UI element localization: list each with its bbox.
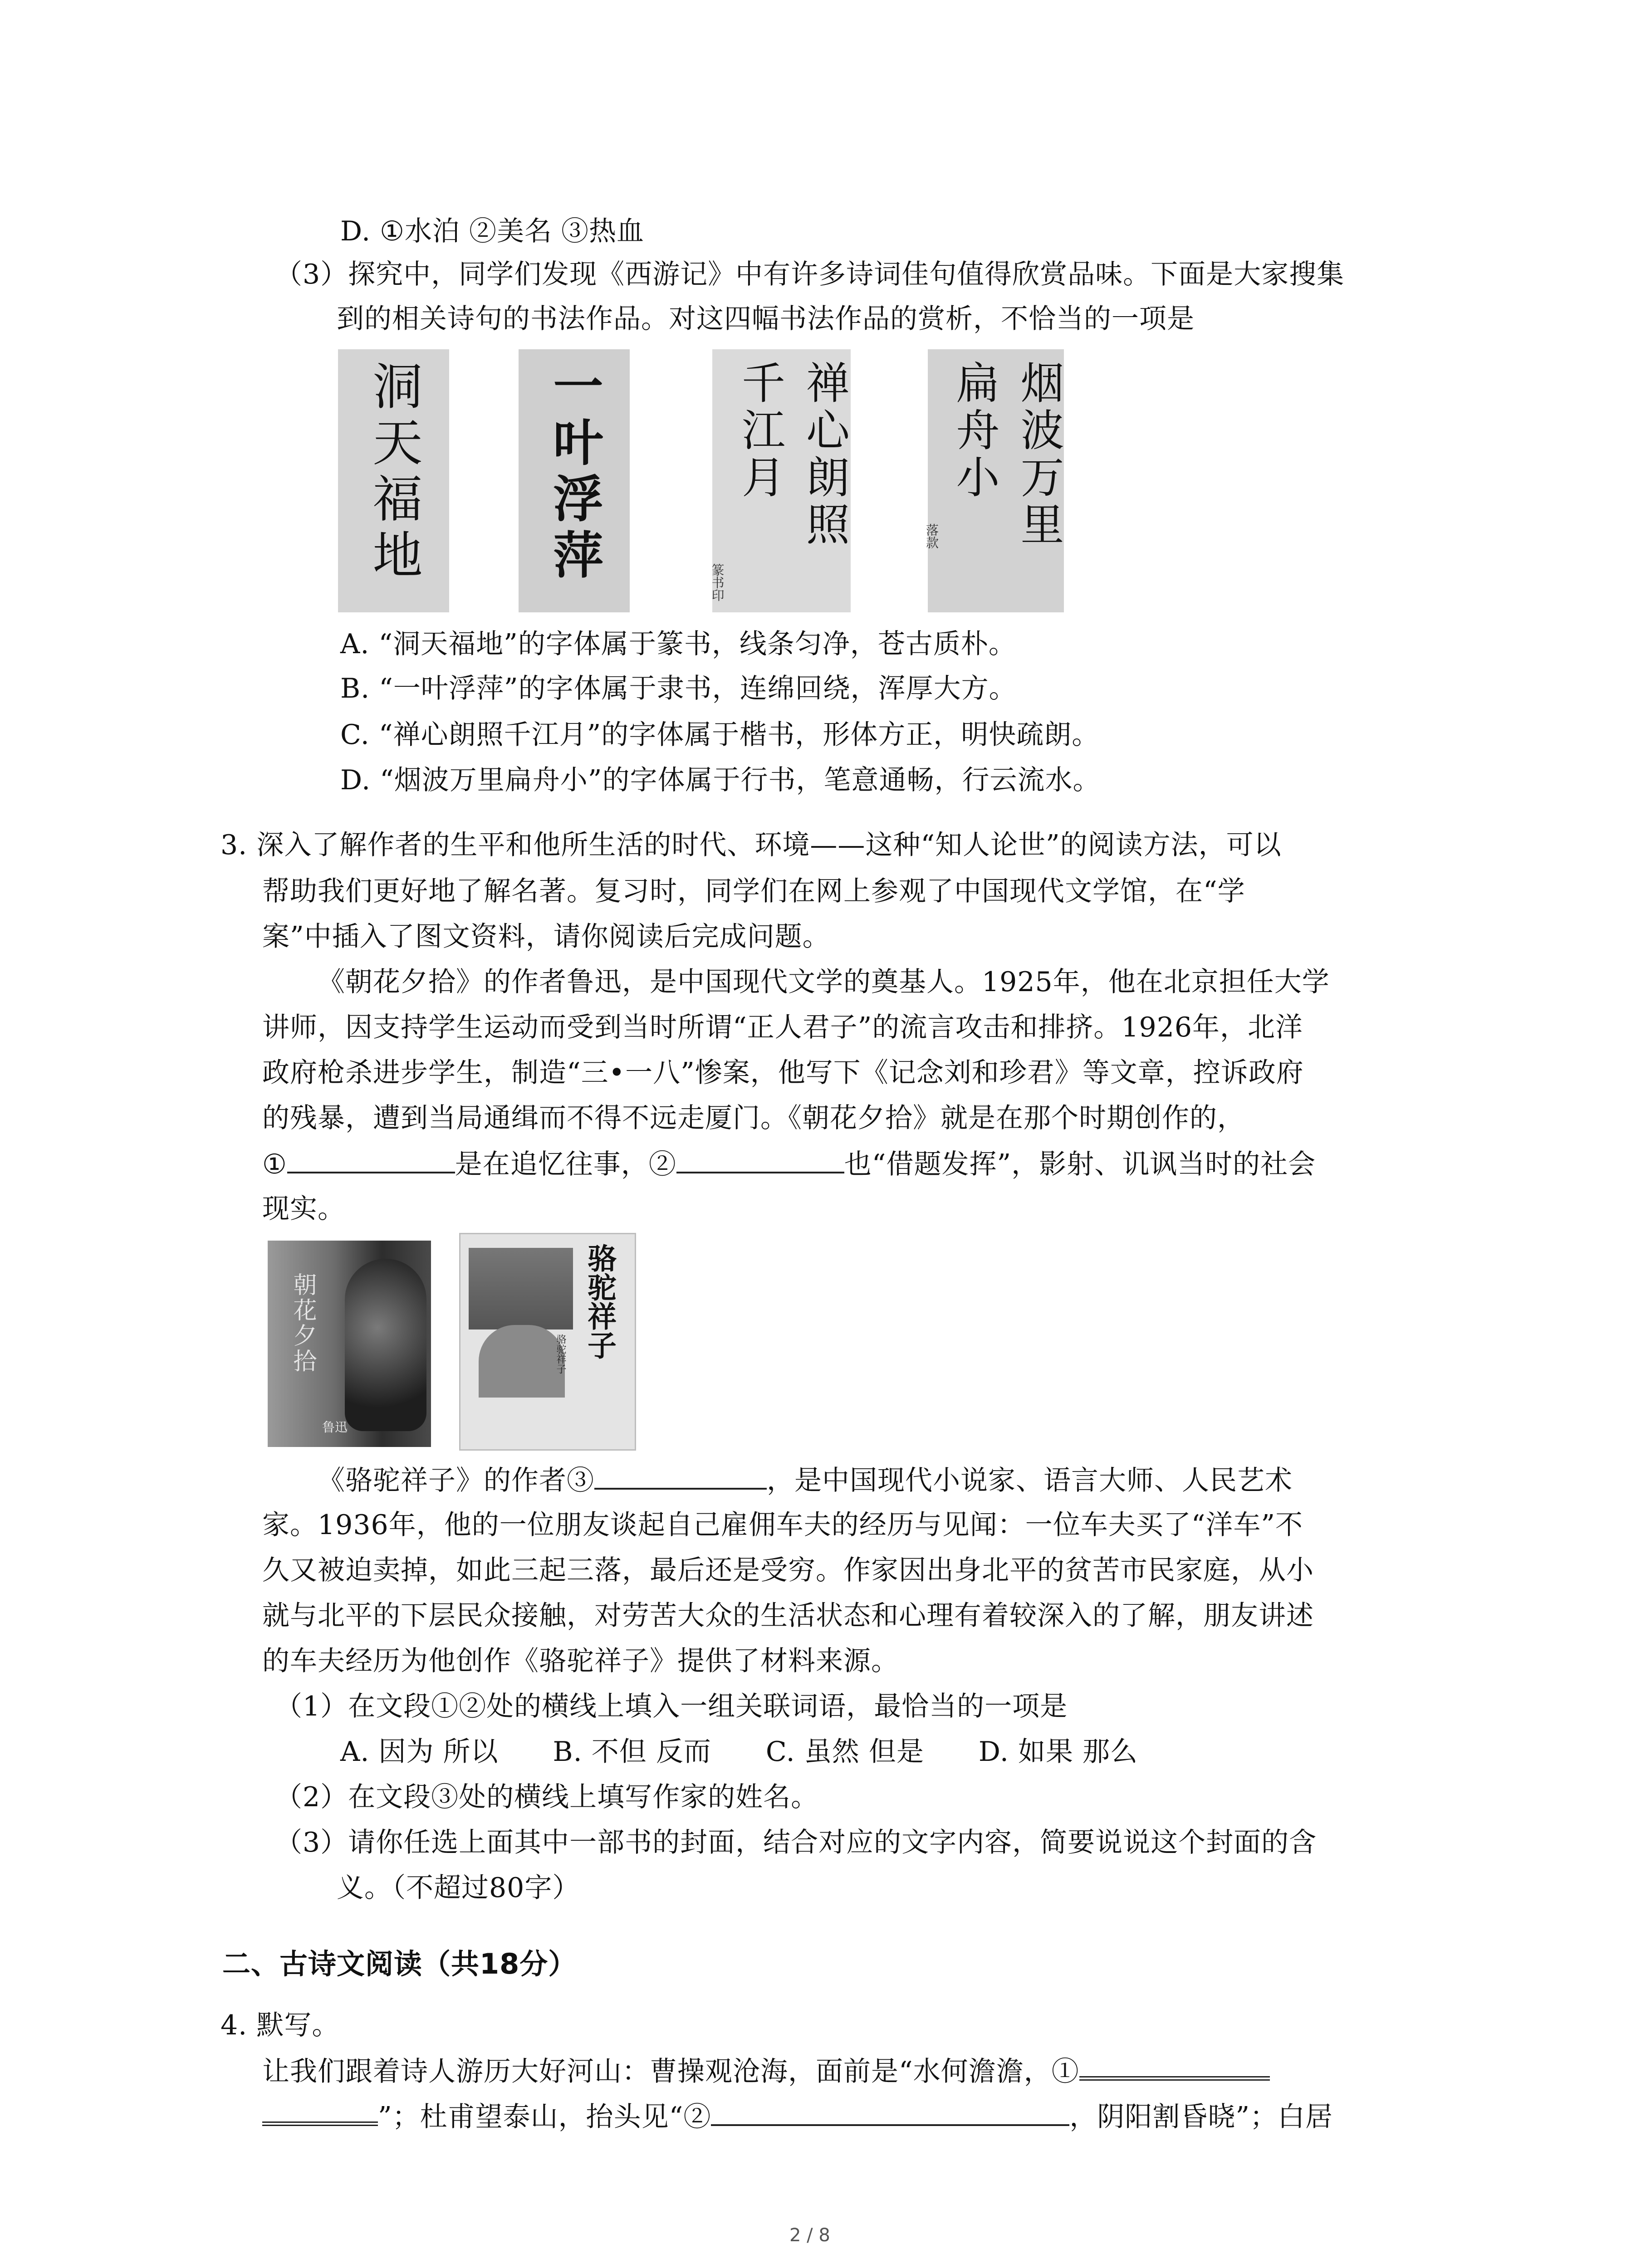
p1-l5-text-b: 是在追忆往事，② bbox=[455, 1149, 676, 1180]
signature-mark: 落款 bbox=[924, 523, 939, 549]
portrait-silhouette bbox=[345, 1259, 426, 1431]
q3-intro-line1: 3. 深入了解作者的生平和他所生活的时代、环境——这种“知人论世”的阅读方法，可以 bbox=[220, 829, 1282, 861]
gate-arch-illustration bbox=[479, 1325, 565, 1398]
q4-l2-text-a: ”；杜甫望泰山，抬头见“② bbox=[378, 2101, 711, 2133]
calligraphy-image-1 bbox=[338, 349, 449, 612]
q2-sub3-line2: 到的相关诗句的书法作品。对这四幅书法作品的赏析，不恰当的一项是 bbox=[337, 303, 1195, 335]
q3-sub2: （2）在文段③处的横线上填写作家的姓名。 bbox=[275, 1781, 819, 1813]
sub1-option-c: C. 虽然 但是 bbox=[765, 1736, 924, 1768]
q3-p2-line1 bbox=[318, 1461, 1293, 1499]
q2-option-d-prev: D. ①水泊 ②美名 ③热血 bbox=[340, 215, 645, 247]
calligraphy-text: 扁舟小 bbox=[949, 360, 1000, 502]
q2-option-d: D. “烟波万里扁舟小”的字体属于行书，笔意通畅，行云流水。 bbox=[340, 764, 1101, 796]
blank-1[interactable] bbox=[287, 1145, 455, 1173]
sub1-option-d: D. 如果 那么 bbox=[978, 1736, 1138, 1768]
calligraphy-image-2 bbox=[519, 349, 630, 612]
calligraphy-text: 洞天福地 bbox=[364, 360, 423, 585]
blank-4b[interactable] bbox=[262, 2098, 378, 2126]
q3-sub1-options bbox=[340, 1734, 1138, 1770]
q4-line2 bbox=[262, 2098, 1333, 2135]
q3-p1-line3: 政府枪杀进步学生，制造“三•一八”惨案，他写下《记念刘和珍君》等文章，控诉政府 bbox=[262, 1057, 1304, 1089]
q4-l2-text-b: ，阴阳割昏晓”；白居 bbox=[1069, 2101, 1333, 2133]
p2-l1-text-b: ，是中国现代小说家、语言大师、人民艺术 bbox=[767, 1465, 1293, 1496]
calligraphy-col bbox=[545, 360, 603, 601]
cover2-title: 骆驼祥子 bbox=[583, 1243, 617, 1359]
q3-sub3-line1: （3）请你任选上面其中一部书的封面，结合对应的文字内容，简要说说这个封面的含 bbox=[275, 1827, 1317, 1858]
q3-p2-line3: 久又被迫卖掉，如此三起三落，最后还是受穷。作家因出身北平的贫苦市民家庭，从小 bbox=[262, 1554, 1314, 1586]
book-cover-zhaohuaxishi bbox=[268, 1241, 431, 1447]
q2-option-c: C. “禅心朗照千江月”的字体属于楷书，形体方正，明快疏朗。 bbox=[340, 719, 1100, 751]
calligraphy-col bbox=[365, 360, 423, 601]
sub1-option-a: A. 因为 所以 bbox=[340, 1736, 499, 1768]
gate-tower-illustration bbox=[469, 1248, 573, 1330]
blank-3[interactable] bbox=[594, 1461, 767, 1490]
cover2-side-text: 骆驼祥子 bbox=[555, 1334, 566, 1374]
calligraphy-text: 一叶浮萍 bbox=[545, 360, 604, 585]
q3-p1-line1: 《朝花夕拾》的作者鲁迅，是中国现代文学的奠基人。1925年，他在北京担任大学 bbox=[318, 966, 1330, 998]
calligraphy-col bbox=[796, 360, 854, 601]
q3-p1-line4: 的残暴，遭到当局通缉而不得不远走厦门。《朝花夕拾》就是在那个时期创作的， bbox=[262, 1102, 1245, 1134]
blank-2[interactable] bbox=[676, 1145, 844, 1173]
calligraphy-col bbox=[731, 360, 789, 601]
q3-sub1: （1）在文段①②处的横线上填入一组关联词语，最恰当的一项是 bbox=[275, 1691, 1068, 1722]
blank-4a[interactable] bbox=[1079, 2053, 1270, 2081]
cover1-title: 朝花夕拾 bbox=[289, 1272, 316, 1374]
seal-col bbox=[710, 360, 725, 601]
q4-l1-text: 让我们跟着诗人游历大好河山：曹操观沧海，面前是“水何澹澹，① bbox=[262, 2056, 1079, 2087]
blank-5[interactable] bbox=[711, 2098, 1069, 2126]
q4-line1 bbox=[262, 2053, 1270, 2090]
book-cover-luotuoxiangzi bbox=[459, 1233, 636, 1451]
q3-p1-line2: 讲师，因支持学生运动而受到当时所谓“正人君子”的流言攻击和排挤。1926年，北洋 bbox=[262, 1012, 1303, 1043]
seal-mark: 篆书印 bbox=[710, 563, 725, 601]
q3-p2-line5: 的车夫经历为他创作《骆驼祥子》提供了材料来源。 bbox=[262, 1645, 899, 1677]
q2-option-b: B. “一叶浮萍”的字体属于隶书，连绵回绕，浑厚大方。 bbox=[340, 673, 1017, 704]
q3-p2-line2: 家。1936年，他的一位朋友谈起自己雇佣车夫的经历与见闻：一位车夫买了“洋车”不 bbox=[262, 1509, 1303, 1541]
calligraphy-col bbox=[945, 360, 1004, 601]
q3-p1-line6: 现实。 bbox=[262, 1193, 345, 1225]
p1-l5-text-c: 也“借题发挥”，影射、讥讽当时的社会 bbox=[844, 1149, 1316, 1180]
cover1-signature: 鲁迅 bbox=[322, 1420, 348, 1435]
q3-intro-line2: 帮助我们更好地了解名著。复习时，同学们在网上参观了中国现代文学馆，在“学 bbox=[262, 875, 1245, 907]
p2-l1-text-a: 《骆驼祥子》的作者③ bbox=[318, 1465, 594, 1496]
q2-option-a: A. “洞天福地”的字体属于篆书，线条匀净，苍古质朴。 bbox=[340, 628, 1016, 660]
section-heading: 二、古诗文阅读（共18分） bbox=[222, 1947, 577, 1980]
blank-marker-1: ① bbox=[262, 1149, 287, 1180]
calligraphy-col bbox=[1010, 360, 1068, 601]
calligraphy-text: 千江月 bbox=[735, 360, 786, 502]
sub1-option-b: B. 不但 反而 bbox=[553, 1736, 711, 1768]
q3-intro-line3: 案”中插入了图文资料，请你阅读后完成问题。 bbox=[262, 921, 830, 953]
calligraphy-image-4 bbox=[924, 349, 1064, 612]
calligraphy-image-3 bbox=[712, 349, 851, 612]
calligraphy-text: 禅心朗照 bbox=[799, 360, 850, 549]
calligraphy-text: 烟波万里 bbox=[1014, 360, 1064, 549]
q3-p1-line5 bbox=[262, 1145, 1316, 1183]
seal-col bbox=[924, 360, 939, 601]
q4-title: 4. 默写。 bbox=[220, 2009, 340, 2041]
q3-p2-line4: 就与北平的下层民众接触，对劳苦大众的生活状态和心理有着较深入的了解，朋友讲述 bbox=[262, 1600, 1314, 1632]
page-number: 2 / 8 bbox=[789, 2225, 830, 2246]
q2-sub3-line1: （3）探究中，同学们发现《西游记》中有许多诗词佳句值得欣赏品味。下面是大家搜集 bbox=[275, 259, 1345, 290]
q3-sub3-line2: 义。（不超过80字） bbox=[337, 1872, 580, 1904]
